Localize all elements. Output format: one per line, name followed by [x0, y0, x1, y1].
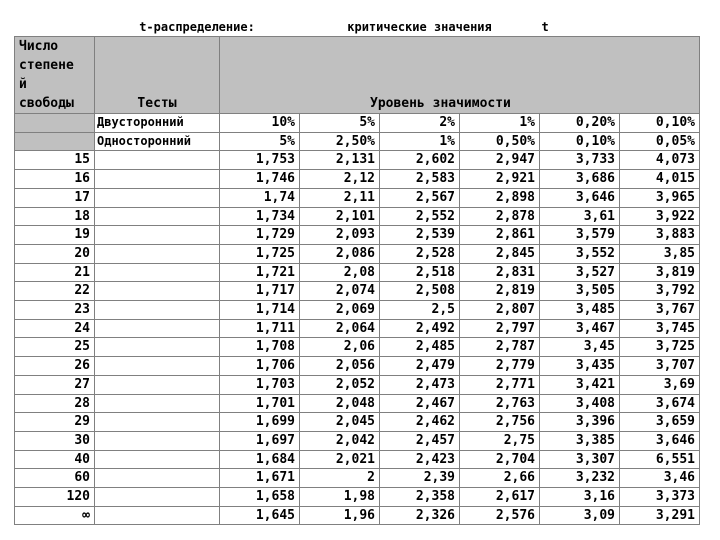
- header-row: [15, 37, 700, 114]
- table-row: [15, 488, 700, 507]
- critical-value-cell: 3,85: [620, 244, 700, 263]
- critical-value-cell: 2,898: [460, 188, 540, 207]
- dof-header-line: степене: [19, 58, 74, 73]
- one-sided-level-cell: 0,05%: [620, 132, 700, 151]
- critical-value-cell: 2,479: [380, 357, 460, 376]
- dof-cell: 30: [15, 431, 95, 450]
- critical-value-cell: 2,797: [460, 319, 540, 338]
- critical-value-cell: 1,714: [220, 301, 300, 320]
- critical-value-cell: 2,508: [380, 282, 460, 301]
- dof-cell: 16: [15, 170, 95, 189]
- critical-value-cell: 2,056: [300, 357, 380, 376]
- critical-value-cell: 3,61: [540, 207, 620, 226]
- critical-value-cell: 1,96: [300, 506, 380, 525]
- tests-blank-cell: [95, 282, 220, 301]
- tests-blank-cell: [95, 151, 220, 170]
- tests-blank-cell: [95, 394, 220, 413]
- critical-value-cell: 3,45: [540, 338, 620, 357]
- critical-value-cell: 2,101: [300, 207, 380, 226]
- title-middle: критические значения: [300, 18, 540, 37]
- table-row: [15, 301, 700, 320]
- critical-value-cell: 2,11: [300, 188, 380, 207]
- table-row: [15, 469, 700, 488]
- one-sided-label: Односторонний: [95, 132, 220, 151]
- critical-value-cell: 3,467: [540, 319, 620, 338]
- critical-value-cell: 2,539: [380, 226, 460, 245]
- dof-cell: 25: [15, 338, 95, 357]
- critical-value-cell: 3,552: [540, 244, 620, 263]
- critical-value-cell: 2,045: [300, 413, 380, 432]
- critical-value-cell: 3,725: [620, 338, 700, 357]
- dof-cell: 22: [15, 282, 95, 301]
- tests-blank-cell: [95, 244, 220, 263]
- two-sided-level-cell: 10%: [220, 114, 300, 133]
- tests-blank-cell: [95, 488, 220, 507]
- critical-value-cell: 1,706: [220, 357, 300, 376]
- critical-value-cell: 3,09: [540, 506, 620, 525]
- two-sided-level-cell: 0,10%: [620, 114, 700, 133]
- critical-value-cell: 3,792: [620, 282, 700, 301]
- level-header: [220, 37, 700, 114]
- critical-value-cell: 1,645: [220, 506, 300, 525]
- table-row: [15, 413, 700, 432]
- critical-value-cell: 3,745: [620, 319, 700, 338]
- table-row: [15, 319, 700, 338]
- critical-value-cell: 3,646: [540, 188, 620, 207]
- critical-value-cell: 2,921: [460, 170, 540, 189]
- critical-value-cell: 3,291: [620, 506, 700, 525]
- critical-value-cell: 6,551: [620, 450, 700, 469]
- critical-value-cell: 2,069: [300, 301, 380, 320]
- tests-blank-cell: [95, 506, 220, 525]
- one-sided-row: [15, 132, 700, 151]
- table-row: [15, 431, 700, 450]
- critical-value-cell: 3,922: [620, 207, 700, 226]
- critical-value-cell: 1,703: [220, 375, 300, 394]
- critical-value-cell: 2: [300, 469, 380, 488]
- title-right: t: [540, 18, 620, 37]
- table-row: [15, 394, 700, 413]
- critical-value-cell: 2,518: [380, 263, 460, 282]
- critical-value-cell: 2,12: [300, 170, 380, 189]
- critical-value-cell: 2,602: [380, 151, 460, 170]
- critical-value-cell: 2,093: [300, 226, 380, 245]
- tests-blank-cell: [95, 263, 220, 282]
- critical-value-cell: 2,807: [460, 301, 540, 320]
- tests-blank-cell: [95, 170, 220, 189]
- critical-value-cell: 2,583: [380, 170, 460, 189]
- critical-value-cell: 2,462: [380, 413, 460, 432]
- two-sided-level-cell: 5%: [300, 114, 380, 133]
- critical-value-cell: 2,528: [380, 244, 460, 263]
- critical-value-cell: 2,756: [460, 413, 540, 432]
- critical-value-cell: 2,878: [460, 207, 540, 226]
- critical-value-cell: 2,467: [380, 394, 460, 413]
- critical-value-cell: 2,423: [380, 450, 460, 469]
- critical-value-cell: 2,06: [300, 338, 380, 357]
- table-row: [15, 450, 700, 469]
- dof-cell: ∞: [15, 506, 95, 525]
- table-row: [15, 375, 700, 394]
- critical-value-cell: 2,457: [380, 431, 460, 450]
- critical-value-cell: 3,527: [540, 263, 620, 282]
- tests-blank-cell: [95, 413, 220, 432]
- tests-blank-cell: [95, 357, 220, 376]
- two-sided-row: [15, 114, 700, 133]
- critical-value-cell: 3,646: [620, 431, 700, 450]
- critical-value-cell: 3,485: [540, 301, 620, 320]
- critical-value-cell: 3,307: [540, 450, 620, 469]
- critical-value-cell: 3,408: [540, 394, 620, 413]
- table-row: [15, 338, 700, 357]
- dof-header-line: й: [19, 77, 27, 92]
- table-row: [15, 226, 700, 245]
- critical-value-cell: 1,684: [220, 450, 300, 469]
- table-row: [15, 282, 700, 301]
- critical-value-cell: 2,131: [300, 151, 380, 170]
- critical-value-cell: 2,845: [460, 244, 540, 263]
- critical-value-cell: 3,659: [620, 413, 700, 432]
- critical-value-cell: 1,697: [220, 431, 300, 450]
- tests-blank-cell: [95, 469, 220, 488]
- critical-value-cell: 2,567: [380, 188, 460, 207]
- critical-value-cell: 1,708: [220, 338, 300, 357]
- critical-value-cell: 3,819: [620, 263, 700, 282]
- critical-value-cell: 2,617: [460, 488, 540, 507]
- dof-blank-cell: [15, 132, 95, 151]
- critical-value-cell: 2,048: [300, 394, 380, 413]
- critical-value-cell: 1,734: [220, 207, 300, 226]
- critical-value-cell: 4,073: [620, 151, 700, 170]
- critical-value-cell: 2,042: [300, 431, 380, 450]
- critical-value-cell: 3,505: [540, 282, 620, 301]
- dof-cell: 21: [15, 263, 95, 282]
- two-sided-label: Двусторонний: [95, 114, 220, 133]
- critical-value-cell: 2,771: [460, 375, 540, 394]
- dof-cell: 19: [15, 226, 95, 245]
- dof-cell: 26: [15, 357, 95, 376]
- critical-value-cell: 2,704: [460, 450, 540, 469]
- dof-blank-cell: [15, 114, 95, 133]
- table-row: [15, 244, 700, 263]
- dof-cell: 28: [15, 394, 95, 413]
- table-row: [15, 207, 700, 226]
- two-sided-level-cell: 0,20%: [540, 114, 620, 133]
- critical-value-cell: 2,66: [460, 469, 540, 488]
- critical-value-cell: 3,232: [540, 469, 620, 488]
- critical-value-cell: 2,75: [460, 431, 540, 450]
- dof-cell: 27: [15, 375, 95, 394]
- dof-header: [15, 37, 95, 114]
- critical-value-cell: 2,358: [380, 488, 460, 507]
- critical-value-cell: 3,46: [620, 469, 700, 488]
- tests-label: Тесты: [137, 96, 177, 112]
- critical-value-cell: 2,552: [380, 207, 460, 226]
- one-sided-level-cell: 2,50%: [300, 132, 380, 151]
- critical-value-cell: 3,733: [540, 151, 620, 170]
- dof-cell: 60: [15, 469, 95, 488]
- table-row: [15, 357, 700, 376]
- critical-value-cell: 2,947: [460, 151, 540, 170]
- dof-cell: 120: [15, 488, 95, 507]
- dof-cell: 23: [15, 301, 95, 320]
- one-sided-level-cell: 5%: [220, 132, 300, 151]
- dof-cell: 17: [15, 188, 95, 207]
- critical-value-cell: 2,074: [300, 282, 380, 301]
- critical-value-cell: 1,746: [220, 170, 300, 189]
- dof-cell: 20: [15, 244, 95, 263]
- table-row: [15, 506, 700, 525]
- critical-value-cell: 2,576: [460, 506, 540, 525]
- critical-value-cell: 2,819: [460, 282, 540, 301]
- dof-cell: 18: [15, 207, 95, 226]
- critical-value-cell: 1,721: [220, 263, 300, 282]
- critical-value-cell: 1,753: [220, 151, 300, 170]
- tests-blank-cell: [95, 338, 220, 357]
- one-sided-level-cell: 0,10%: [540, 132, 620, 151]
- tests-blank-cell: [95, 450, 220, 469]
- critical-value-cell: 2,787: [460, 338, 540, 357]
- critical-value-cell: 2,861: [460, 226, 540, 245]
- critical-value-cell: 3,883: [620, 226, 700, 245]
- critical-value-cell: 2,052: [300, 375, 380, 394]
- critical-value-cell: 1,711: [220, 319, 300, 338]
- critical-value-cell: 3,767: [620, 301, 700, 320]
- critical-value-cell: 2,779: [460, 357, 540, 376]
- dof-header-line: свободы: [19, 96, 74, 111]
- critical-value-cell: 3,16: [540, 488, 620, 507]
- one-sided-level-cell: 1%: [380, 132, 460, 151]
- tests-blank-cell: [95, 431, 220, 450]
- tests-blank-cell: [95, 188, 220, 207]
- dof-cell: 15: [15, 151, 95, 170]
- critical-value-cell: 3,373: [620, 488, 700, 507]
- critical-value-cell: 1,725: [220, 244, 300, 263]
- two-sided-level-cell: 2%: [380, 114, 460, 133]
- dof-cell: 29: [15, 413, 95, 432]
- dof-header-line: Число: [19, 39, 59, 54]
- one-sided-level-cell: 0,50%: [460, 132, 540, 151]
- tests-blank-cell: [95, 375, 220, 394]
- table-row: [15, 151, 700, 170]
- critical-value-cell: 2,831: [460, 263, 540, 282]
- critical-value-cell: 3,396: [540, 413, 620, 432]
- critical-value-cell: 2,39: [380, 469, 460, 488]
- two-sided-level-cell: 1%: [460, 114, 540, 133]
- t-distribution-table: [14, 18, 700, 525]
- critical-value-cell: 2,485: [380, 338, 460, 357]
- critical-value-cell: 1,74: [220, 188, 300, 207]
- critical-value-cell: 2,326: [380, 506, 460, 525]
- critical-value-cell: 3,579: [540, 226, 620, 245]
- critical-value-cell: 1,717: [220, 282, 300, 301]
- critical-value-cell: 1,658: [220, 488, 300, 507]
- critical-value-cell: 2,064: [300, 319, 380, 338]
- dof-cell: 40: [15, 450, 95, 469]
- critical-value-cell: 1,729: [220, 226, 300, 245]
- dof-cell: 24: [15, 319, 95, 338]
- critical-value-cell: 1,701: [220, 394, 300, 413]
- critical-value-cell: 4,015: [620, 170, 700, 189]
- critical-value-cell: 3,435: [540, 357, 620, 376]
- critical-value-cell: 3,69: [620, 375, 700, 394]
- critical-value-cell: 2,763: [460, 394, 540, 413]
- table-row: [15, 170, 700, 189]
- title-row: [15, 18, 700, 37]
- critical-value-cell: 1,671: [220, 469, 300, 488]
- critical-value-cell: 3,385: [540, 431, 620, 450]
- critical-value-cell: 2,492: [380, 319, 460, 338]
- critical-value-cell: 3,707: [620, 357, 700, 376]
- tests-blank-cell: [95, 207, 220, 226]
- title-left: t-распределение:: [95, 18, 300, 37]
- table-row: [15, 263, 700, 282]
- critical-value-cell: 2,08: [300, 263, 380, 282]
- critical-value-cell: 3,421: [540, 375, 620, 394]
- critical-value-cell: 1,699: [220, 413, 300, 432]
- critical-value-cell: 3,965: [620, 188, 700, 207]
- table-row: [15, 188, 700, 207]
- critical-value-cell: 2,086: [300, 244, 380, 263]
- critical-value-cell: 2,5: [380, 301, 460, 320]
- critical-value-cell: 3,674: [620, 394, 700, 413]
- tests-blank-cell: [95, 319, 220, 338]
- critical-value-cell: 2,473: [380, 375, 460, 394]
- critical-value-cell: 3,686: [540, 170, 620, 189]
- level-label: Уровень значимости: [370, 96, 511, 112]
- tests-blank-cell: [95, 226, 220, 245]
- tests-header: [95, 37, 220, 114]
- tests-blank-cell: [95, 301, 220, 320]
- critical-value-cell: 2,021: [300, 450, 380, 469]
- critical-value-cell: 1,98: [300, 488, 380, 507]
